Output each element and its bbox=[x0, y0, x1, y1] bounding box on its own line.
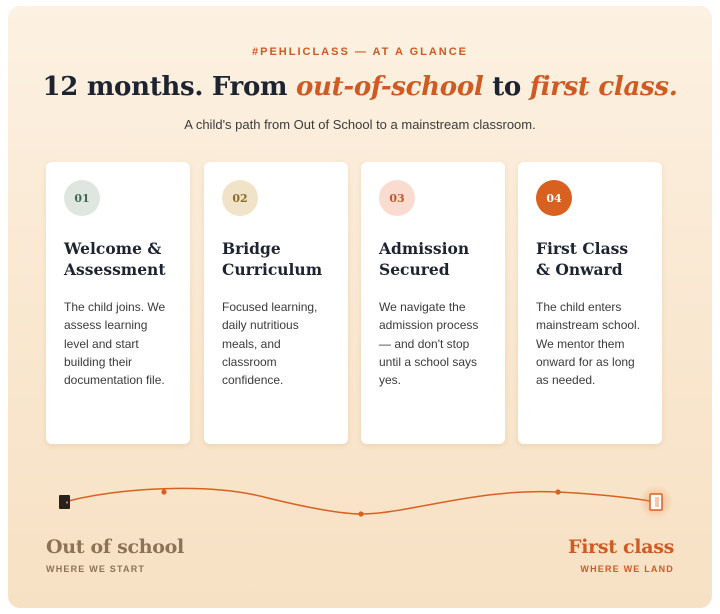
hashtag-eyebrow: #PEHLICLASS — AT A GLANCE bbox=[251, 46, 469, 58]
end-label-block bbox=[568, 536, 674, 574]
start-sublabel: WHERE WE START bbox=[46, 564, 146, 574]
headline-accent-2: first class. bbox=[529, 72, 678, 102]
step-description-4: The child enters mainstream school. We mentor them onward for as long as needed. bbox=[536, 300, 641, 388]
journey-path bbox=[8, 6, 712, 608]
milestone-dot-3 bbox=[555, 489, 560, 494]
end-label: First class bbox=[568, 536, 674, 558]
closed-door-icon bbox=[59, 495, 70, 509]
headline-text-2: to bbox=[483, 72, 530, 102]
step-number-badge-3: 03 bbox=[379, 180, 415, 216]
step-title-3: Admission Secured bbox=[379, 239, 470, 279]
step-number-badge-4: 04 bbox=[536, 180, 572, 216]
step-number-badge-2: 02 bbox=[222, 180, 258, 216]
subtitle: A child's path from Out of School to a mainstream classroom. bbox=[184, 117, 536, 132]
step-title-1: Welcome & Assessment bbox=[64, 239, 166, 279]
milestone-dot-1 bbox=[161, 489, 166, 494]
step-title-2: Bridge Curriculum bbox=[222, 239, 323, 279]
step-description-2: Focused learning, daily nutritious meals, and classroom confidence. bbox=[222, 300, 318, 388]
headline-text-1: 12 months. From bbox=[42, 72, 296, 102]
milestone-dot-2 bbox=[358, 511, 363, 516]
open-door-icon bbox=[639, 485, 673, 519]
end-sublabel: WHERE WE LAND bbox=[580, 564, 674, 574]
step-description-1: The child joins. We assess learning level and start building their documentation file. bbox=[64, 300, 166, 388]
journey-curve bbox=[64, 488, 656, 514]
step-number-badge-1: 01 bbox=[64, 180, 100, 216]
start-label: Out of school bbox=[46, 536, 184, 558]
start-label-block bbox=[46, 536, 184, 574]
step-title-4: First Class & Onward bbox=[536, 239, 629, 279]
infographic-panel bbox=[8, 6, 712, 608]
headline-accent-1: out-of-school bbox=[295, 72, 484, 102]
step-description-3: We navigate the admission process — and don't stop until a school says yes. bbox=[379, 300, 479, 388]
